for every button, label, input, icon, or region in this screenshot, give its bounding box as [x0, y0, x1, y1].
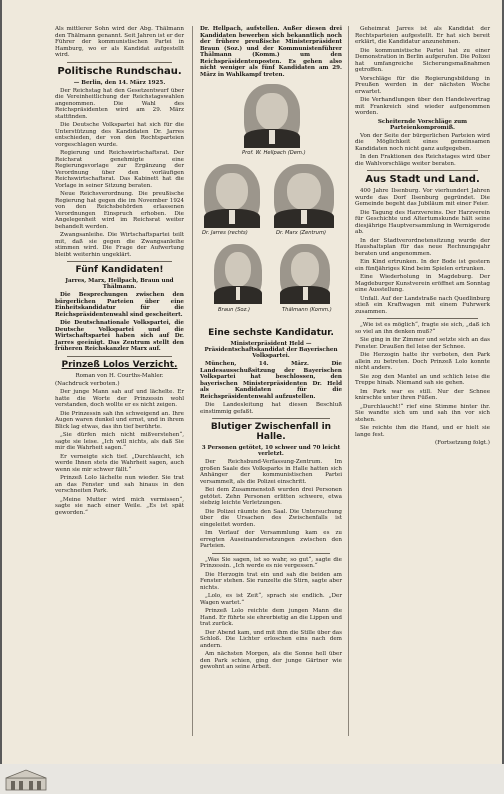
divider — [212, 418, 330, 419]
paragraph: Der Reichsbund-Verfassung-Zentrum. Im großen Saale des Volksparks in Halle hatten sich Anhänger der kommunistischen Partei versammelt, als die Polizei einschritt. — [200, 459, 342, 485]
caption-marx: Dr. Marx (Zentrum) — [276, 230, 327, 236]
paragraph: Prinzeß Lolo lächelte nun wieder. Sie trat an das Fenster und sah hinaus in den verschneiten Park. — [55, 475, 184, 494]
halle-subhead: 3 Personen getötet, 10 schwer und 70 leicht verletzt. — [201, 445, 341, 457]
stadt-headline: Aus Stadt und Land. — [365, 174, 480, 185]
paragraph: Sie reichte ihm die Hand, und er hielt sie lange fest. — [355, 425, 490, 438]
column-rule — [348, 26, 349, 736]
paragraph: München, 14. März. Die Landesausschußsitzung der Bayerischen Volkspartei hat beschlossen, den bayerischen Ministerpräsidenten Dr. Held als Kandidaten für die Reichspräsidentenwahl aufzustellen. — [200, 361, 342, 400]
caption-braun: Braun (Soz.) — [218, 307, 250, 313]
paragraph: Geheimrat Jarres ist als Kandidat der Rechtsparteien aufgestellt. Er hat sich bereit erklärt, die Kandidatur anzunehmen. — [355, 26, 490, 45]
continuation-note: (Fortsetzung folgt.) — [434, 440, 490, 446]
paragraph: Die Landesleitung hat diesen Beschluß einstimmig gefaßt. — [200, 402, 342, 415]
portrait-thaelmann — [280, 244, 330, 304]
paragraph: Regierung und Reichswirtschaftsrat. Der Reichsrat genehmigte eine Regierungsvorlage zur Ergänzung der Verordnung über den vorläufigen Reichswirtschaftsrat. Das Kabinett hat die Vorlage in seiner Sitzung beraten. — [55, 150, 184, 189]
sechste-subhead: Ministerpräsident Held — Präsidentschaftskandidat der Bayerischen Volkspartei. — [204, 341, 338, 359]
halle-headline: Blutiger Zwischenfall in Halle. — [210, 422, 332, 442]
paragraph: Unfall. Auf der Landstraße nach Quedlinburg stieß ein Kraftwagen mit einem Fuhrwerk zusammen. — [355, 295, 490, 315]
section-subhead: Scheiternde Vorschläge zum Parteienkompromiß. — [377, 118, 468, 131]
caption-thaelmann: Thälmann (Komm.) — [282, 307, 332, 313]
paragraph: Die Tagung des Harzvereins. Der Harzverein für Geschichte und Altertumskunde hält seine diesjährige Hauptversammlung in Wernigerode ab. — [355, 209, 490, 235]
paragraph: Prinzeß Lolo reichte dem jungen Mann die Hand. Er führte sie ehrerbietig an die Lippen und trat zurück. — [200, 608, 342, 627]
paragraph: In der Stadtverordnetensitzung wurde der Haushaltsplan für das neue Rechnungsjahr beraten und angenommen. — [355, 237, 490, 257]
paragraph: Neue Reichsverordnung. Die preußische Regierung hat gegen die im November 1924 von den Reichsbehörden erlassenen Verordnungen Einspruch erhoben. Die Angelegenheit wird im Reichsrat weiter behandelt werden. — [55, 191, 184, 230]
paragraph: „Was Sie sagen, ist so wahr, so gut“, sagte die Prinzessin. „Ich werde es nie vergessen.“ — [200, 556, 342, 569]
paragraph: 400 Jahre Ilsenburg. Vor vierhundert Jahren wurde das Dorf Ilsenburg gegründet. Die Gemeinde begeht das Jubiläum mit einer Feier. — [355, 188, 490, 207]
divider — [67, 261, 172, 262]
paragraph: Eine Wiederholung in Magdeburg. Der Magdeburger Kunstverein eröffnet am Sonntag eine Ausstellung. — [355, 274, 490, 293]
portrait-jarres — [204, 164, 260, 228]
paragraph: Die Herzogin trat ein und sah die beiden am Fenster stehen. Sie runzelte die Stirn, sagte aber nichts. — [200, 571, 342, 591]
paragraph: Vorschläge für die Regierungsbildung in Preußen werden in der nächsten Woche erwartet. — [355, 75, 490, 95]
paragraph: Von der Seite der bürgerlichen Parteien wird die Möglichkeit eines gemeinsamen Kandidaten noch nicht ganz aufgegeben. — [355, 132, 490, 152]
candidate-portraits — [200, 80, 342, 325]
paragraph: Der Reichstag hat den Gesetzentwurf über die Vereinheitlichung der Reichstagswahlen angenommen. Die Wahl des Reichspräsidenten wird am 29. März stattfinden. — [55, 87, 184, 120]
paragraph: Sie ging in ihr Zimmer und setzte sich an das Fenster. Draußen fiel leise der Schnee. — [355, 337, 490, 350]
portrait-hellpach — [244, 84, 300, 148]
paragraph: „Durchlaucht!“ rief eine Stimme hinter ihr. Sie wandte sich um und sah ihn vor sich stehen. — [355, 403, 490, 423]
paragraph: In den Fraktionen des Reichstages wird über die Wahlvorschläge weiter beraten. — [355, 154, 490, 167]
sechste-headline: Eine sechste Kandidatur. — [208, 328, 334, 338]
paragraph: Die Verhandlungen über den Handelsvertrag mit Frankreich sind wieder aufgenommen worden. — [355, 97, 490, 116]
paragraph: Am nächsten Morgen, als die Sonne hell über den Park schien, ging der junge Gärtner wie gewohnt an seine Arbeit. — [200, 651, 342, 670]
paragraph: Ein Kind ertrunken. In der Bode ist gestern ein fünfjähriges Kind beim Spielen ertrunken. — [355, 259, 490, 272]
divider — [367, 318, 478, 319]
caption-jarres: Dr. Jarres (rechts) — [202, 230, 248, 236]
paragraph: (Nachdruck verboten.) — [55, 380, 120, 387]
novel-author: Roman von H. Courths-Mahler. — [75, 372, 164, 379]
novel-headline: Prinzeß Lolos Verzicht. — [61, 359, 178, 370]
scan-footer-band — [0, 764, 504, 794]
paragraph: „Meine Mutter wird mich vermissen“, sagte sie nach einer Weile. „Es ist spät geworden.“ — [55, 496, 184, 516]
paragraph: Der junge Mann sah auf und lächelte. Er hatte die Worte der Prinzessin wohl verstanden, doch wollte er es nicht zeigen. — [55, 389, 184, 408]
paragraph: Die Prinzessin sah ihn schweigend an. Ihre Augen waren dunkel und ernst, und in ihrem Blick lag etwas, das ihn tief berührte. — [55, 410, 184, 430]
kandidaten-headline: Fünf Kandidaten! — [75, 265, 164, 275]
paragraph: Die Polizei räumte den Saal. Die Untersuchung über die Ursachen des Zwischenfalls ist eingeleitet worden. — [200, 508, 342, 528]
paragraph: „Lolo, es ist Zeit“, sprach sie endlich. „Der Wagen wartet.“ — [200, 593, 342, 606]
portrait-marx — [274, 164, 334, 228]
column-2 — [200, 26, 342, 673]
rundschau-dateline: — Berlin, den 14. März 1925. — [73, 79, 166, 86]
column-rule — [192, 26, 193, 736]
kandidaten-subhead: Jarres, Marx, Hellpach, Braun und Thälmann. — [65, 278, 174, 290]
candidates-intro: Dr. Hellpach, aufstellen. Außer diesen drei Kandidaten bewerben sich bekanntlich noch der frühere preußische Ministerpräsident Braun (Soz.) und der Kommunistenführer Thälmann (Komm.) um den Reichspräsidentenposten. Es gehen also nicht weniger als fünf Kandidaten am 29. März in Wahlkampf treten. — [200, 26, 342, 78]
paragraph: „Sie dürfen mich nicht mißverstehen“, sagte sie leise. „Ich will nichts, als daß Sie mir die Wahrheit sagen.“ — [55, 432, 184, 451]
column-1 — [55, 26, 184, 518]
rundschau-headline: Politische Rundschau. — [57, 65, 182, 77]
paragraph: Im Verlauf der Versammlung kam es zu erregten Auseinandersetzungen zwischen den Parteien. — [200, 530, 342, 549]
caption-hellpach: Prof. W. Hellpach (Dem.) — [242, 150, 306, 156]
paragraph: Er verneigte sich tief. „Durchlaucht, ich werde Ihnen stets die Wahrheit sagen, auch wenn sie mir schwer fällt.“ — [55, 453, 184, 473]
divider — [67, 62, 172, 63]
column-3 — [355, 26, 490, 446]
portrait-braun — [214, 244, 262, 304]
paragraph: Die Deutsche Volkspartei hat sich für die Unterstützung des Kandidaten Dr. Jarres entschieden, der von den Rechtsparteien vorgeschlagen wurde. — [55, 122, 184, 148]
paragraph: Zwangsanleihe. Die Wirtschaftspartei teilt mit, daß sie gegen die Zwangsanleihe stimmen wird. Die Frage der Aufwertung bleibt weiterhin ungeklärt. — [55, 232, 184, 258]
paragraph: Die Herzogin hatte ihr verboten, den Park allein zu betreten. Doch Prinzeß Lolo konnte nicht anders. — [355, 352, 490, 371]
library-building-icon — [4, 768, 48, 792]
newspaper-page — [2, 0, 502, 764]
paragraph: Die Deutschnationale Volkspartei, die Deutsche Volkspartei und die Wirtschaftspartei haben sich auf Dr. Jarres geeinigt. Das Zentrum stellt den früheren Reichskanzler Marx auf. — [55, 320, 184, 352]
paragraph: Im Park war es still. Nur der Schnee knirschte unter ihren Füßen. — [355, 388, 490, 401]
paragraph: Die Besprechungen zwischen den bürgerlichen Parteien über eine Einheitskandidatur für die Reichspräsidentenwahl sind gescheitert. — [55, 292, 184, 318]
paragraph: Sie zog den Mantel an und schlich leise die Treppe hinab. Niemand sah sie gehen. — [355, 373, 490, 386]
intro-text: Als mittlerer Sohn wird der Abg. Thälmann den Thälmann genannt. Seit Jahren ist er der Führer der kommunistischen Partei in Hamburg, wo er als Kandidat aufgestellt wird. — [55, 26, 184, 58]
divider — [367, 170, 478, 171]
divider — [67, 356, 172, 357]
paragraph: Bei dem Zusammenstoß wurden drei Personen getötet. Zehn Personen erlitten schwere, etwa siebzig leichte Verletzungen. — [200, 487, 342, 506]
paragraph: Der Abend kam, und mit ihm die Stille über das Schloß. Die Lichter erloschen eins nach dem andern. — [200, 629, 342, 649]
paragraph: „Wie ist es möglich“, fragte sie sich, „daß ich so viel an ihn denken muß?“ — [355, 322, 490, 335]
paragraph: Die kommunistische Partei hat zu einer Demonstration in Berlin aufgerufen. Die Polizei hat umfangreiche Sicherungsmaßnahmen getroffen. — [355, 47, 490, 73]
divider — [212, 553, 330, 554]
